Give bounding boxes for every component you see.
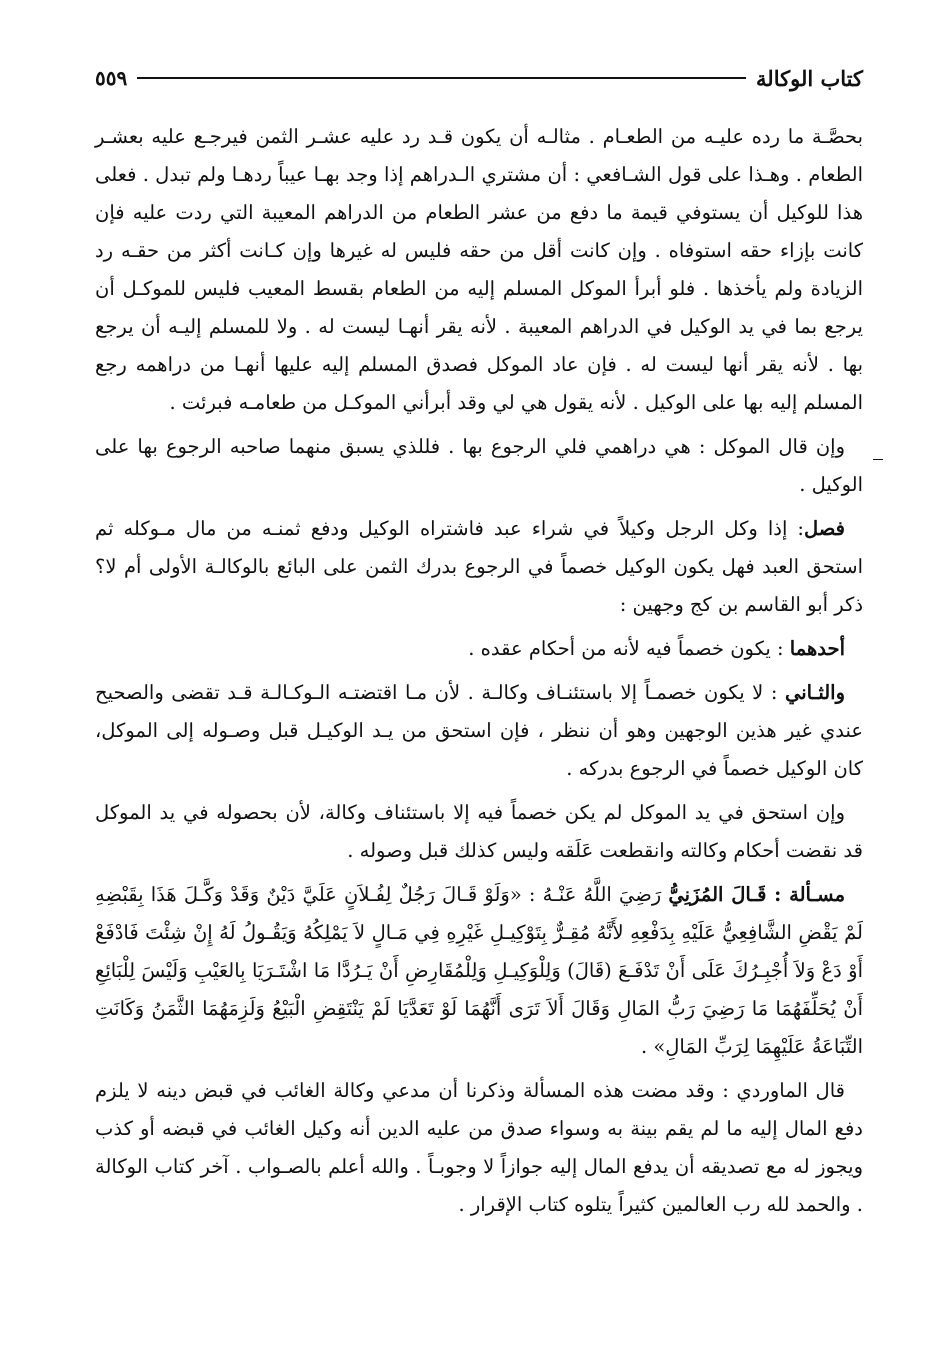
section-heading-fasl: فصل [804,517,845,540]
paragraph-4-text: : يكون خصماً فيه لأنه من أحكام عقده . [468,637,784,660]
paragraph-5 [95,674,863,788]
paragraph-7 [95,876,863,1066]
paragraph-4 [95,630,863,668]
body-text [95,118,863,1224]
masala-heading: مسـألة : قَـالَ المُزَنِيُّ [668,883,846,906]
paragraph-1 [95,118,863,422]
paragraph-2 [95,428,863,504]
header-rule [137,77,746,79]
paragraph-3 [95,510,863,624]
running-title: كتاب الوكالة [756,65,863,91]
paragraph-7-text: رَضِيَ اللَّهُ عَنْـهُ : «وَلَوْ قَـالَ رَجُلٌ لِفُـلاَنٍ عَلَيَّ دَيْنٌ وَقَدْ وَكَّـلَ هَذَا بِقَبْضِهِ لَمْ يَقْضِ الشَّافِعِيُّ عَلَيْهِ بِدَفْعِهِ لأَنَّهُ مُقِـرٌّ بِتَوْكِيـلِ غَيْرِهِ فِي مَـالٍ لاَ يَمْلِكُهُ وَيَقُـولُ لَهُ إِنْ شِئْتَ فَادْفَعْ أَوْ دَعْ وَلاَ أُجْبِـرُكَ عَلَى أَنْ تَدْفَـعَ (قَالَ) وَلِلْوَكِيـلِ وَلِلْمُقَارِضِ أَنْ يَـرُدَّا مَا اشْتَـرَيَا بِالعَيْبِ وَلَيْسَ لِلْبَائِعِ أَنْ يُحَلِّفَهُمَا مَا رَضِيَ رَبُّ المَالِ وَقَالَ أَلاَ تَرَى أَنَّهُمَا لَوْ تَعَدَّيَا لَمْ يَنْتَقِضِ الْبَيْعُ وَلَزِمَهُمَا الثَّمَنُ وَكَانَتِ التِّبَاعَةُ عَلَيْهِمَا لِرَبِّ المَالِ» . [95,883,863,1058]
first-view-lead: أحدهما [789,637,845,660]
margin-mark [873,459,883,460]
page-number: ٥٥٩ [95,66,128,90]
paragraph-2-text: وإن قال الموكل : هي دراهمي فلي الرجوع بها . فللذي يسبق منهما صاحبه الرجوع بها على الوكيل . [95,435,863,496]
paragraph-1-text: بحصَّـة ما رده عليـه من الطعـام . مثالـه أن يكون قـد رد عليه عشـر الثمن فيرجـع عليه بعشـر الطعام . وهـذا على قول الشـافعي : أن مشتري الـدراهم إذا وجد بهـا عيباً ردهـا ولم تبدل . فعلى هذا للوكيل أن يستوفي قيمة ما دفع من عشر الطعام من الدراهم المعيبة التي ردت عليه فإن كانت بإزاء حقه استوفاه . وإن كانت أقل من حقه فليس له غيرها وإن كـانت أكثر من حقـه رد الزيادة ولم يأخذها . فلو أبرأ الموكل المسلم إليه من الطعام بقسط المعيب فليس للموكـل أن يرجع بما في يد الوكيل في الدراهم المعيبة . لأنه يقر أنهـا ليست له . ولا للمسلم إليـه أن يرجع بها . لأنه يقر أنها ليست له . فإن عاد الموكل فصدق المسلم إليه عليها أنهـا من دراهمه رجع المسلم إليه بها على الوكيل . لأنه يقول هي لي وقد أبرأني الموكـل من طعامـه فبرئت . [95,125,863,414]
paragraph-3-text: : إذا وكل الرجل وكيلاً في شراء عبد فاشتراه الوكيل ودفع ثمنـه من مال مـوكله ثم استحق العبد فهل يكون الوكيل خصماً في الرجوع بدرك الثمن على البائع بالوكالـة الأولى أم لا؟ ذكر أبو القاسم بن كج وجهين : [95,517,863,616]
second-view-lead: والثـاني [785,681,845,704]
page-header [95,58,863,98]
paragraph-6-text: وإن استحق في يد الموكل لم يكن خصماً فيه إلا باستئناف وكالة، لأن بحصوله في يد الموكل قد نقضت أحكام وكالته وانقطعت عَلَقه وليس كذلك قبل وصوله . [95,801,863,862]
paragraph-5-text: : لا يكون خصمـاً إلا باستئنـاف وكالـة . لأن مـا اقتضتـه الـوكـالـة قـد تقضى والصحيح عندي غير هذين الوجهين وهو أن ننظر ، فإن استحق من يـد الوكيـل قبل وصـوله إلى الموكل، كان الوكيل خصماً في الرجوع بدركه . [95,681,863,780]
paragraph-6 [95,794,863,870]
paragraph-8 [95,1072,863,1224]
paragraph-8-text: قال الماوردي : وقد مضت هذه المسألة وذكرنا أن مدعي وكالة الغائب في قبض دينه لا يلزم دفع المال إليه ما لم يقم بينة به وسواء صدق من عليه الدين أنه وكيل الغائب في قبضه أو كذب ويجوز له مع تصديقه أن يدفع المال إليه جوازاً لا وجوبـاً . والله أعلم بالصـواب . آخر كتاب الوكالة . والحمد لله رب العالمين كثيراً يتلوه كتاب الإقرار . [95,1079,863,1216]
book-page [95,58,863,1348]
